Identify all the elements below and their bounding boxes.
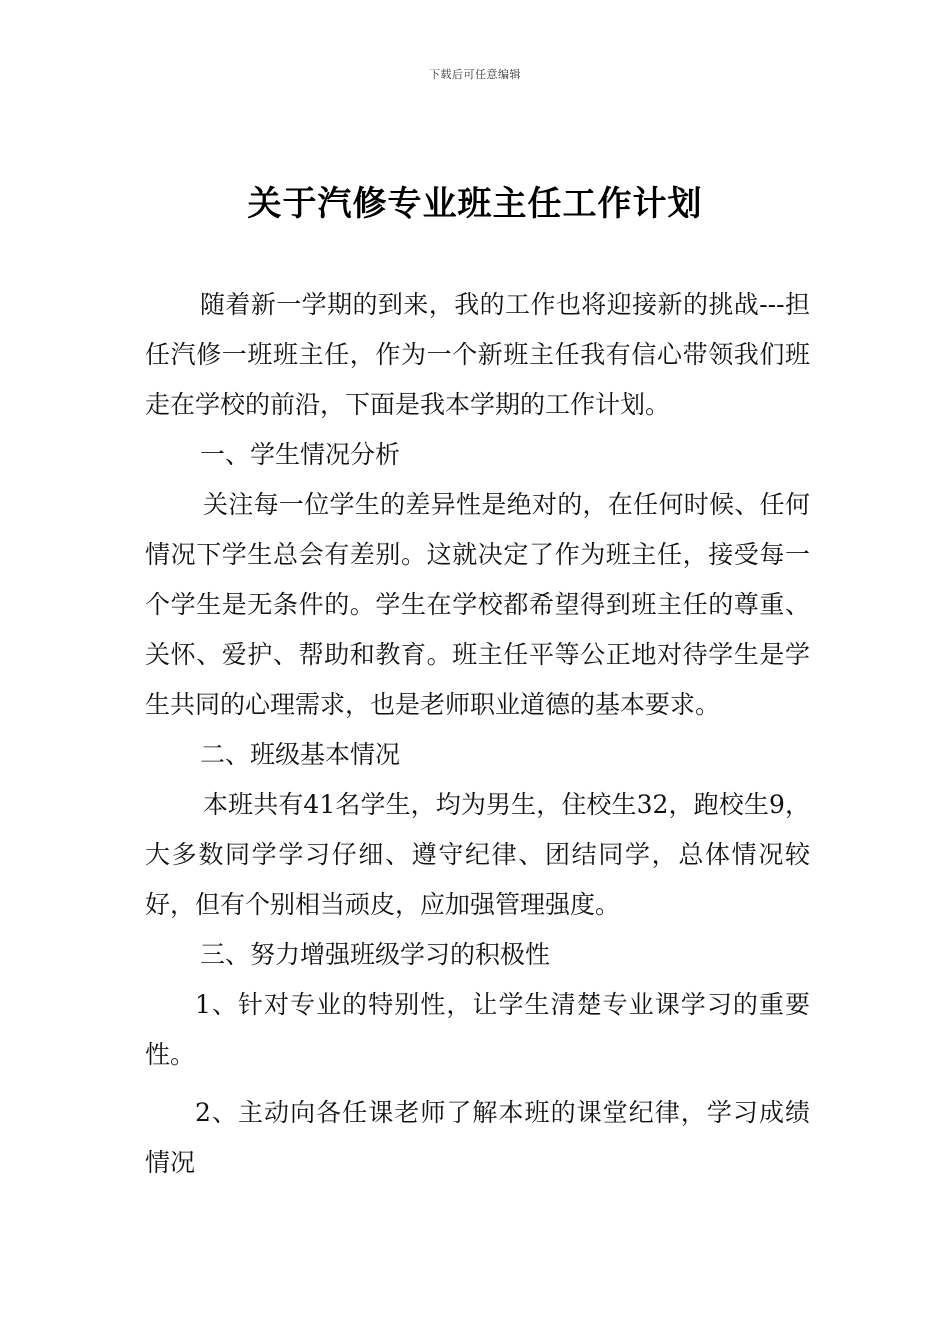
list-item: 2、主动向各任课老师了解本班的课堂纪律，学习成绩情况 bbox=[145, 1098, 810, 1177]
document-title: 关于汽修专业班主任工作计划 bbox=[247, 184, 703, 224]
intro-paragraph: 随着新一学期的到来，我的工作也将迎接新的挑战---担任汽修一班班主任，作为一个新班主任我有信心带领我们班走在学校的前沿，下面是我本学期的工作计划。 bbox=[145, 290, 810, 419]
student-analysis-paragraph: 关注每一位学生的差异性是绝对的，在任何时候、任何情况下学生总会有差别。这就决定了作为班主任，接受每一个学生是无条件的。学生在学校都希望得到班主任的尊重、关怀、爱护、帮助和教育。班主任平等公正地对待学生是学生共同的心理需求，也是老师职业道德的基本要求。 bbox=[145, 490, 810, 719]
page-header-note: 下载后可任意编辑 bbox=[429, 68, 521, 81]
list-item: 1、针对专业的特别性，让学生清楚专业课学习的重要性。 bbox=[145, 990, 810, 1069]
section-heading-student-analysis: 一、学生情况分析 bbox=[200, 440, 401, 469]
class-basics-paragraph: 本班共有41名学生，均为男生，住校生32，跑校生9，大多数同学学习仔细、遵守纪律、团结同学，总体情况较好，但有个别相当顽皮，应加强管理强度。 bbox=[145, 790, 810, 919]
document-body bbox=[145, 280, 810, 1188]
section-heading-class-basics: 二、班级基本情况 bbox=[200, 740, 401, 769]
section-heading-learning-motivation: 三、努力增强班级学习的积极性 bbox=[200, 940, 551, 969]
